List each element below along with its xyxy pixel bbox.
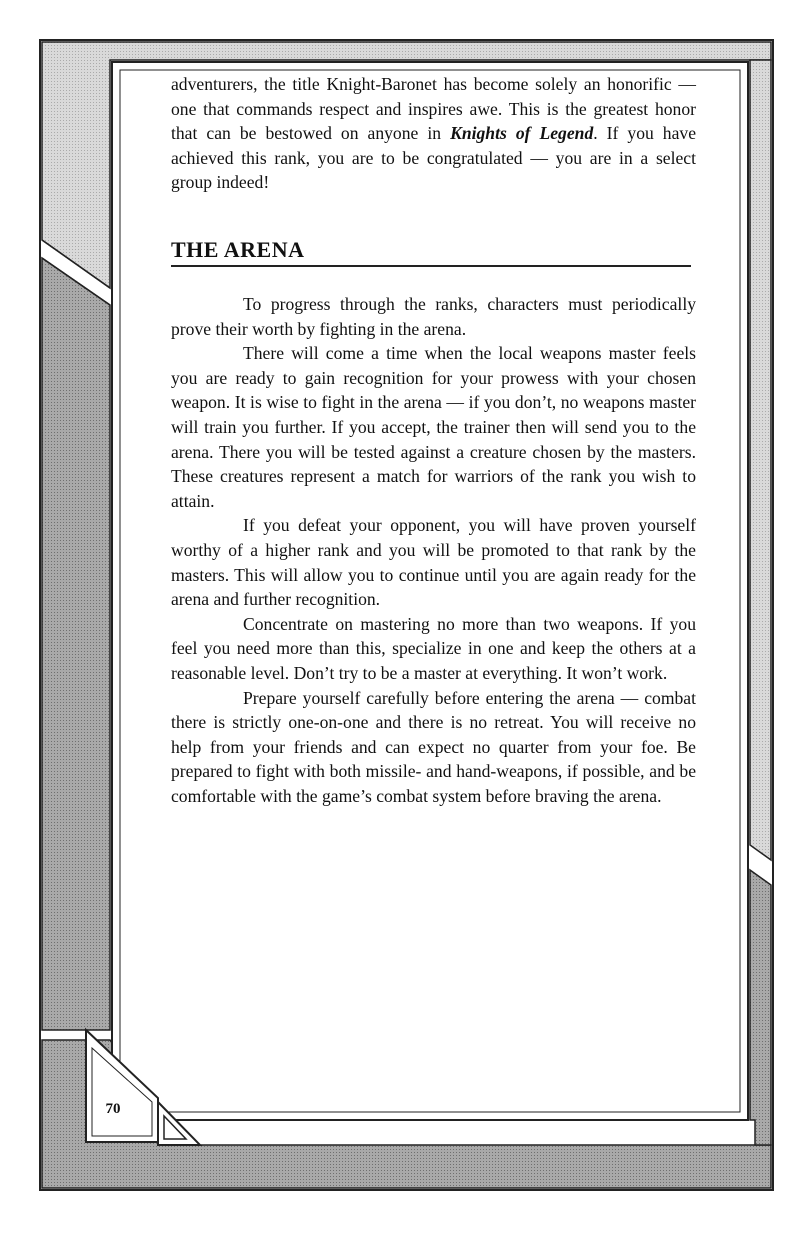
frame-right-band [750,870,771,1145]
game-title: Knights of Legend [450,123,594,144]
paragraph: Concentrate on mastering no more than two weapons. If you feel you need more than this, specialize in one and keep the others at a reasonable level. Don’t try to be a master at everything. It won’t work. [171,613,696,683]
intro-line-4: . If you have achieved this rank, you are to [171,123,697,168]
paragraph: Prepare yourself carefully before entering the arena — combat there is strictly one-on-one and there is no retreat. You will receive no help from your friends and can expect no quarter from your foe. Be prepared to fight with both missile- and hand-weapons, if possible, and be comfortable with the game’s combat system before braving the arena. [171,687,696,806]
section-body [171,292,696,808]
page-number: 70 [105,1101,121,1117]
intro-line-2: honorific — one that commands respect and inspires awe. [171,74,697,119]
intro-line-3: This is the greatest honor that can be bestowed on anyone in [171,98,696,144]
intro-paragraph [171,72,696,195]
paragraph: To progress through the ranks, characters must periodically prove their worth by fighting in the arena. [171,294,696,339]
frame-right-upper [750,60,771,860]
intro-line-1: adventurers, the title Knight-Baronet has become solely an [171,74,601,94]
intro-line-5: be congratulated — you are in a select group indeed! [171,147,696,193]
paragraph: If you defeat your opponent, you will have proven yourself worthy of a higher rank and you will be promoted to that rank by the masters. This will allow you to continue until you are again ready for the arena and further recognition. [171,515,696,610]
paragraph: There will come a time when the local weapons master feels you are ready to gain recognition for your prowess with your chosen weapon. It is wise to fight in the arena — if you don’t, no weapons master will train you further. If you accept, the trainer then will send you to the arena. There you will be tested against a creature chosen by the masters. These creatures represent a match for warriors of the rank you wish to attain. [171,343,696,511]
frame-left-band [42,258,110,1030]
section-heading: THE ARENA [171,237,691,267]
